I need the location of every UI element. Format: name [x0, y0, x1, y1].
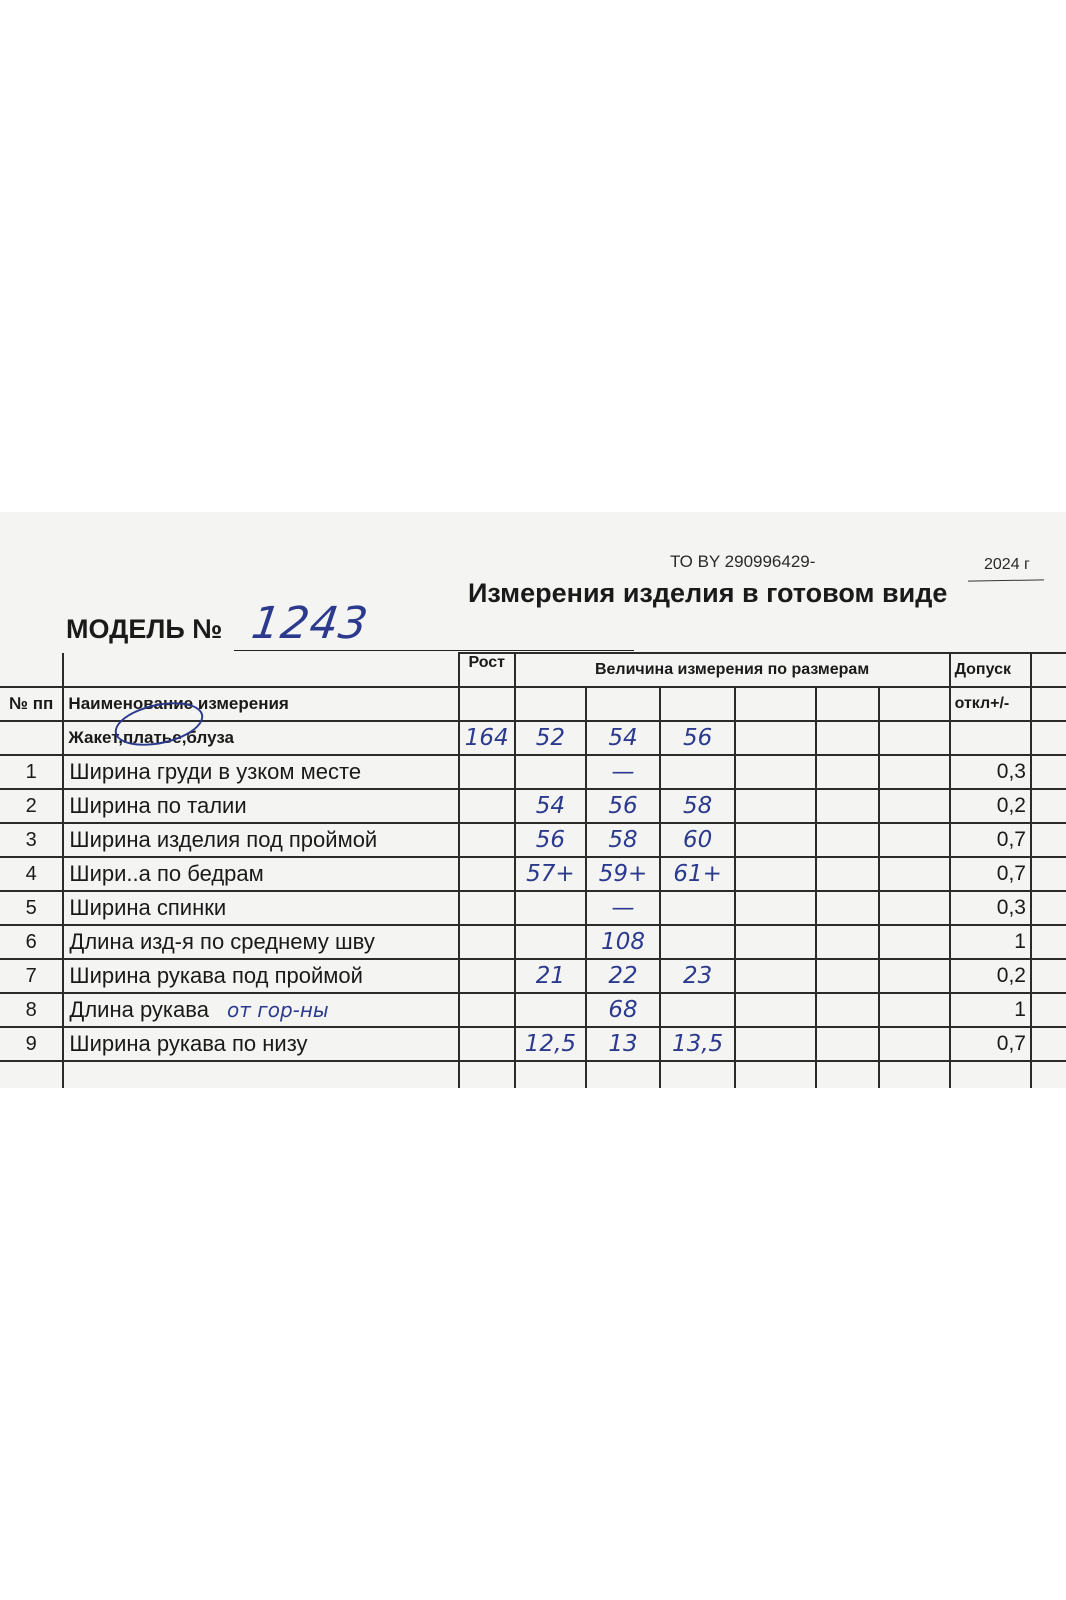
row-value: [515, 891, 587, 925]
model-label: МОДЕЛЬ №: [66, 614, 223, 644]
size-empty: [735, 721, 816, 755]
table-row: [0, 925, 1066, 959]
height-value: 164: [459, 721, 515, 755]
row-tolerance: 0,7: [950, 1027, 1031, 1061]
row-value: 13,5: [660, 1027, 736, 1061]
row-name: Ширина спинки: [63, 891, 458, 925]
col-name-header: Наименование измерения: [63, 687, 458, 721]
model-underline: [234, 650, 634, 651]
table-row: [0, 789, 1066, 823]
row-number: 6: [0, 925, 63, 959]
row-empty: [879, 755, 950, 789]
row-value: 22: [586, 959, 660, 993]
row-value: 21: [515, 959, 587, 993]
row-name: Длина рукава: [69, 997, 209, 1022]
row-value: [515, 925, 587, 959]
header-blank: [63, 653, 458, 687]
row-tolerance: 0,7: [950, 823, 1031, 857]
table-row: [0, 1027, 1066, 1061]
row-number: 1: [0, 755, 63, 789]
row-tolerance: 1: [950, 925, 1031, 959]
row-height: [459, 823, 515, 857]
header-cell: [1031, 687, 1066, 721]
row-value: 58: [660, 789, 736, 823]
category-num: [0, 721, 63, 755]
standard-code: ТО BY 290996429-: [670, 552, 816, 571]
header-cell: [660, 687, 736, 721]
row-height: [459, 1027, 515, 1061]
row-number: 3: [0, 823, 63, 857]
row-tolerance: 0,3: [950, 891, 1031, 925]
row-empty: [816, 993, 879, 1027]
row-number: 4: [0, 857, 63, 891]
edge-cell: [1031, 755, 1066, 789]
row-empty: [816, 1027, 879, 1061]
row-name: Шири..а по бедрам: [63, 857, 458, 891]
row-empty: [879, 1027, 950, 1061]
row-value: 59+: [586, 857, 660, 891]
document-year: 2024 г: [984, 556, 1030, 573]
row-number: 7: [0, 959, 63, 993]
row-empty: [879, 891, 950, 925]
col-num-header: № пп: [0, 687, 63, 721]
row-empty: [879, 823, 950, 857]
row-tolerance: 0,7: [950, 857, 1031, 891]
table-row: [0, 857, 1066, 891]
row-tolerance: 1: [950, 993, 1031, 1027]
table-row: [0, 755, 1066, 789]
row-value: [515, 993, 587, 1027]
tolerance-empty: [950, 721, 1031, 755]
row-empty: [735, 959, 816, 993]
col-height-header: Рост: [459, 653, 515, 687]
row-tolerance: 0,2: [950, 959, 1031, 993]
row-number: 9: [0, 1027, 63, 1061]
header-cell: [816, 687, 879, 721]
col-tolerance-header: Допуск: [950, 653, 1031, 687]
row-empty: [735, 857, 816, 891]
page-bottom-margin: [0, 1088, 1066, 1600]
row-height: [459, 755, 515, 789]
row-value: 13: [586, 1027, 660, 1061]
row-empty: [879, 959, 950, 993]
row-tolerance: 0,3: [950, 755, 1031, 789]
row-empty: [735, 789, 816, 823]
row-value: 60: [660, 823, 736, 857]
row-empty: [816, 925, 879, 959]
row-value: [660, 891, 736, 925]
row-value: 12,5: [515, 1027, 587, 1061]
document-title: Измерения изделия в готовом виде: [468, 578, 948, 608]
row-value: [660, 993, 736, 1027]
row-name: Ширина рукава по низу: [63, 1027, 458, 1061]
row-name: Длина изд-я по среднему шву: [63, 925, 458, 959]
row-empty: [735, 1027, 816, 1061]
header-cell: [515, 687, 587, 721]
edge-cell: [1031, 925, 1066, 959]
row-empty: [816, 755, 879, 789]
row-value: —: [586, 891, 660, 925]
edge-cell: [1031, 891, 1066, 925]
row-value: —: [586, 755, 660, 789]
category-label: Жакет,платье,блуза: [63, 721, 458, 755]
row-value: 56: [586, 789, 660, 823]
row-value: 61+: [660, 857, 736, 891]
row-empty: [879, 789, 950, 823]
row-height: [459, 959, 515, 993]
row-number: 2: [0, 789, 63, 823]
row-empty: [879, 857, 950, 891]
table-row: [0, 891, 1066, 925]
row-height: [459, 891, 515, 925]
header-cell: [879, 687, 950, 721]
row-value: 57+: [515, 857, 587, 891]
header-cell: [735, 687, 816, 721]
row-empty: [879, 993, 950, 1027]
row-value: [660, 755, 736, 789]
edge-cell: [1031, 993, 1066, 1027]
row-value: 68: [586, 993, 660, 1027]
row-empty: [735, 993, 816, 1027]
row-value: [660, 925, 736, 959]
row-handwritten-note: от гор-ны: [226, 998, 329, 1022]
edge-cell: [1031, 721, 1066, 755]
row-empty: [816, 789, 879, 823]
row-number: 5: [0, 891, 63, 925]
size-empty: [816, 721, 879, 755]
model-number: 1243: [248, 598, 372, 649]
header-blank: [0, 653, 63, 687]
col-sizes-header: Величина измерения по размерам: [515, 653, 950, 687]
size-52: 52: [515, 721, 587, 755]
row-value: 56: [515, 823, 587, 857]
edge-cell: [1031, 1027, 1066, 1061]
row-number: 8: [0, 993, 63, 1027]
row-empty: [735, 891, 816, 925]
size-empty: [879, 721, 950, 755]
row-value: [515, 755, 587, 789]
row-tolerance: 0,2: [950, 789, 1031, 823]
row-empty: [816, 823, 879, 857]
header-cell: [586, 687, 660, 721]
row-height: [459, 925, 515, 959]
col-tolerance-header-2: откл+/-: [950, 687, 1031, 721]
edge-cell: [1031, 959, 1066, 993]
row-name: Ширина рукава под проймой: [63, 959, 458, 993]
row-empty: [879, 925, 950, 959]
row-name: Ширина по талии: [63, 789, 458, 823]
edge-cell: [1031, 823, 1066, 857]
row-height: [459, 993, 515, 1027]
row-empty: [735, 925, 816, 959]
row-empty: [735, 755, 816, 789]
size-56: 56: [660, 721, 736, 755]
row-value: 108: [586, 925, 660, 959]
row-name-cell: [63, 993, 458, 1027]
table-row: [0, 993, 1066, 1027]
row-value: 23: [660, 959, 736, 993]
table-row: [0, 823, 1066, 857]
size-54: 54: [586, 721, 660, 755]
row-empty: [735, 823, 816, 857]
row-empty: [816, 891, 879, 925]
row-empty: [816, 959, 879, 993]
row-name: Ширина изделия под проймой: [63, 823, 458, 857]
row-empty: [816, 857, 879, 891]
row-name: Ширина груди в узком месте: [63, 755, 458, 789]
row-value: 58: [586, 823, 660, 857]
edge-cell: [1031, 789, 1066, 823]
table-row: [0, 959, 1066, 993]
header-cell: [459, 687, 515, 721]
row-value: 54: [515, 789, 587, 823]
edge-cell: [1031, 857, 1066, 891]
row-height: [459, 857, 515, 891]
row-height: [459, 789, 515, 823]
header-blank: [1031, 653, 1066, 687]
